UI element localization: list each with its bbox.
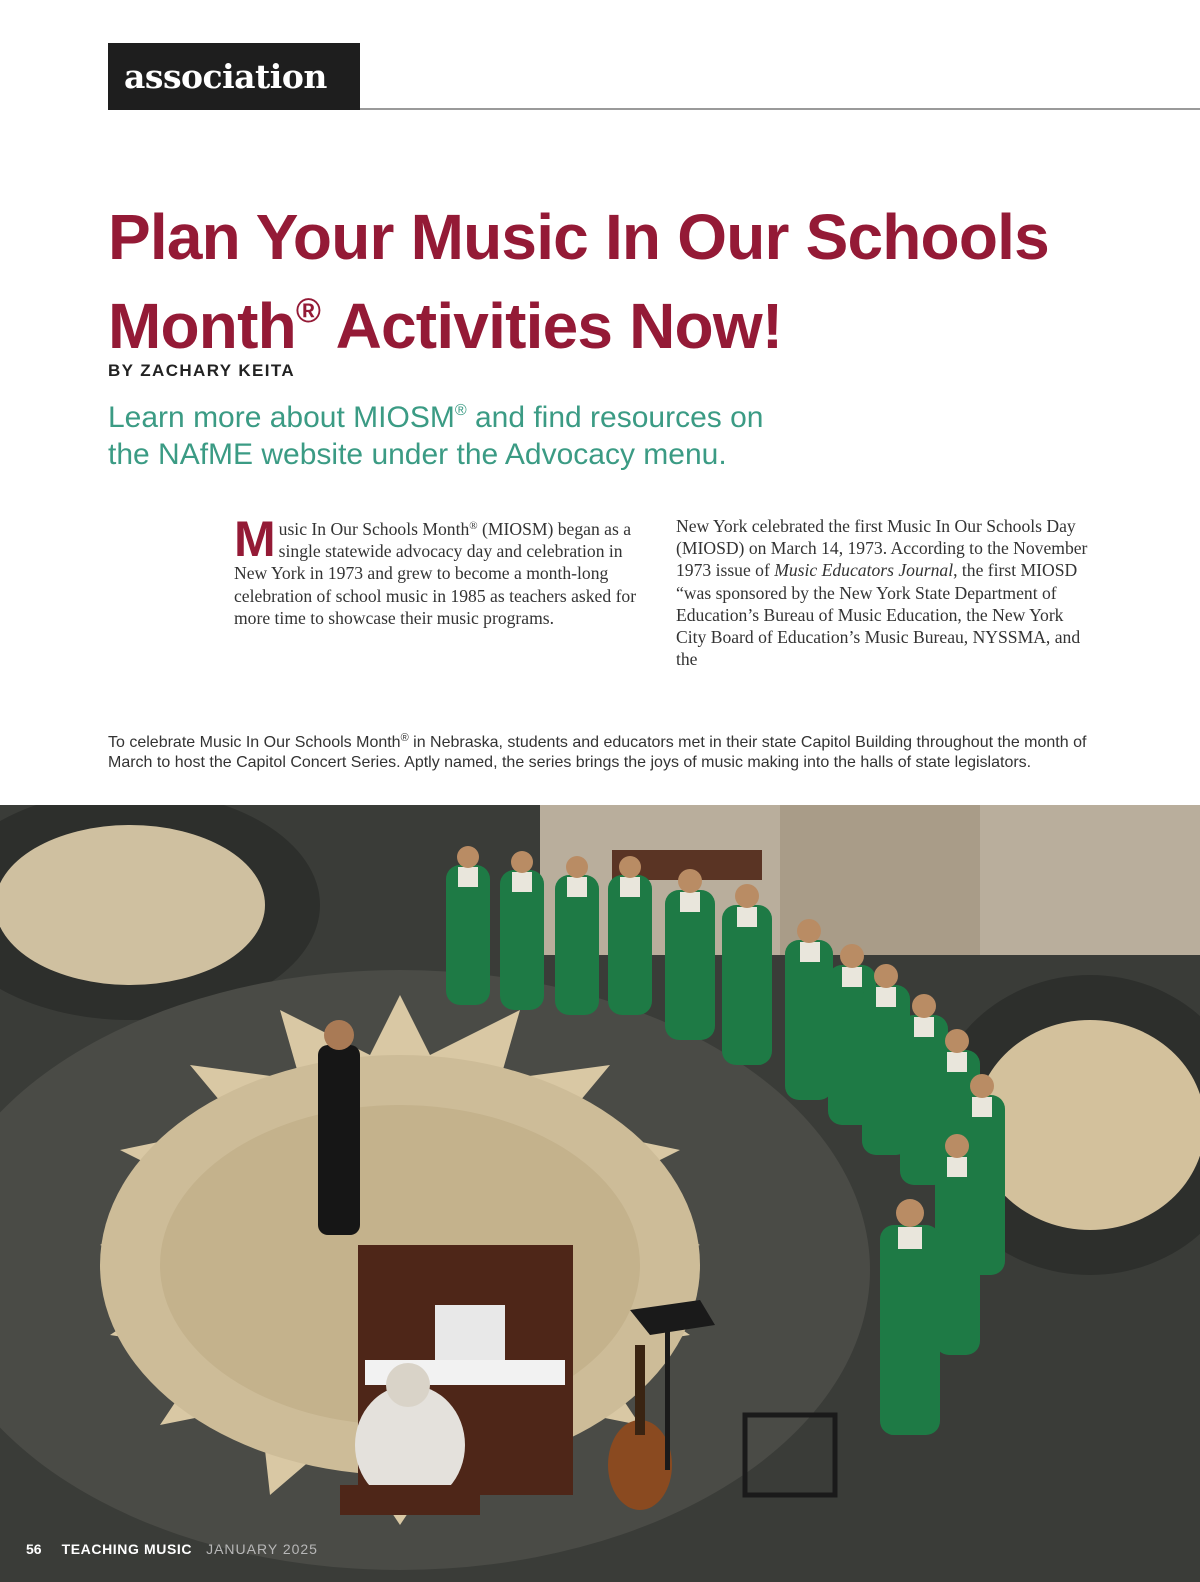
header-rule [360,108,1200,110]
conductor [318,1045,360,1235]
title-line-1: Plan Your Music In Our Schools [108,201,1049,273]
deck-line-1a: Learn more about MIOSM [108,401,455,434]
section-label: association [108,43,360,110]
registered-mark: ® [295,292,321,330]
page-number: 56 [26,1541,42,1557]
body-text-1a: usic In Our Schools Month [278,519,470,539]
sheet-music [435,1305,505,1360]
piano-bench [340,1485,480,1515]
pianist-head [386,1363,430,1407]
body-registered-mark: ® [469,520,478,532]
byline: BY ZACHARY KEITA [108,361,296,380]
right-medallion [975,1020,1200,1230]
photo-caption [108,728,1108,773]
deck-registered-mark: ® [454,402,467,419]
body-column-right [676,515,1096,670]
journal-title: Music Educators Journal [774,560,954,581]
body-text-1b: (MIOSM) began as a single statewide advocacy day and celebration in New York in 1973 and grew to become a month-long celebration of school music in 1985 as teachers asked for more time to showcase their music programs. [234,519,637,628]
body-text-2a: New York celebrated the first Music In Our Schools Day (MIOSD) on March 14, 1973. According to the November 1973 issue of [676,516,1088,581]
photo-illustration [0,805,1200,1582]
deck-line-2: the NAfME website under the Advocacy menu. [108,438,727,471]
guitar-neck [635,1345,645,1435]
title-line-2a: Month [108,290,296,362]
issue-date: JANUARY 2025 [206,1541,318,1557]
drop-cap: M [234,511,276,567]
left-medallion [0,825,265,985]
page-footer [26,1541,318,1557]
conductor-head [324,1020,354,1050]
article-deck [108,392,908,473]
caption-text-b: in Nebraska, students and educators met in their state Capitol Building throughout the month of March to host the Capitol Concert Series. Aptly named, the series brings the joys of music making into the halls of state legislators. [108,734,1087,771]
magazine-name: TEACHING MUSIC [61,1541,193,1557]
body-text-2b: , the first MIOSD “was sponsored by the New York State Department of Education’s Bureau of Music Education, the New York City Board of Education’s Music Bureau, NYSSMA, and the [676,560,1081,670]
title-line-2b: Activities Now! [320,290,783,362]
caption-registered-mark: ® [400,732,409,744]
caption-text-a: To celebrate Music In Our Schools Month [108,734,401,751]
choir-photo [0,805,1200,1582]
deck-line-1b: and find resources on [466,401,764,434]
body-column-left [234,511,639,629]
article-title [108,200,1168,363]
music-stand-pole [665,1330,670,1470]
